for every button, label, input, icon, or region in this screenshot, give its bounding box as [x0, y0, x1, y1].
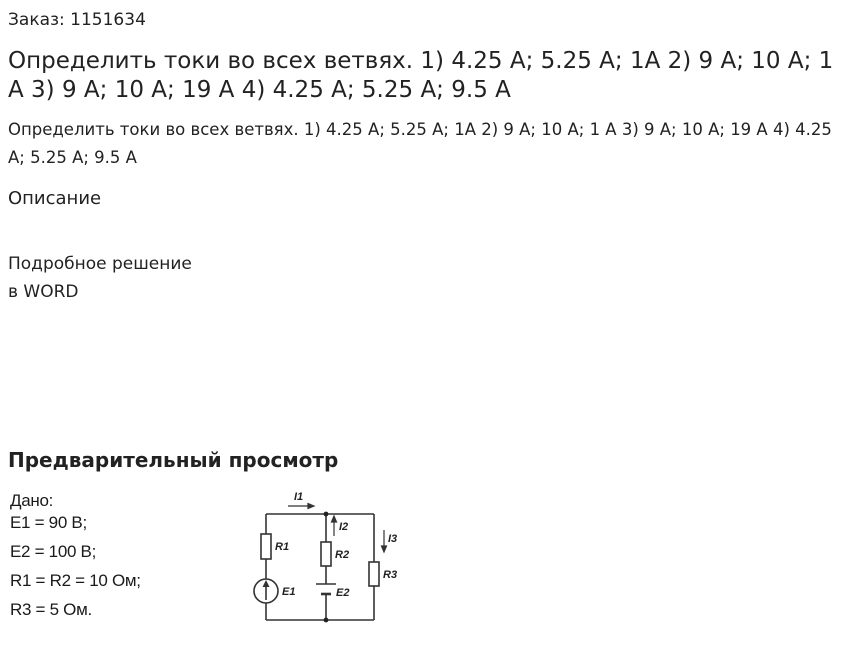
- preview-image: [6, 484, 416, 640]
- description-line-1: Подробное решение: [8, 254, 192, 274]
- label-r2: R2: [335, 549, 350, 561]
- resistor-r3: [369, 562, 379, 586]
- resistor-r1: [261, 534, 271, 559]
- preview-heading: Предварительный просмотр: [8, 448, 339, 472]
- description-text: [8, 250, 192, 306]
- circuit-diagram: [246, 484, 416, 640]
- label-i2: I2: [339, 521, 349, 533]
- source-e2-icon: [316, 584, 336, 594]
- given-header: Дано:: [10, 491, 54, 510]
- label-i3: I3: [388, 533, 398, 545]
- given-e2: E2 = 100 В;: [10, 542, 97, 561]
- product-summary: Определить токи во всех ветвях. 1) 4.25 А; 5.25 А; 1А 2) 9 А; 10 А; 1 А 3) 9 А; 10 А; 19 А 4) 4.25 А; 5.25 А; 9.5 А: [8, 120, 832, 167]
- given-e1: E1 = 90 В;: [10, 513, 87, 532]
- label-i1: I1: [294, 491, 304, 503]
- label-r3: R3: [383, 569, 398, 581]
- given-r1-r2: R1 = R2 = 10 Ом;: [10, 571, 141, 590]
- node-top: [324, 512, 329, 517]
- label-e1: E1: [282, 586, 296, 598]
- source-e1-icon: [254, 579, 278, 603]
- resistor-r2: [321, 542, 331, 566]
- description-line-2: в WORD: [8, 282, 79, 302]
- label-e2: E2: [336, 587, 350, 599]
- given-data: [10, 490, 141, 628]
- given-r3: R3 = 5 Ом.: [10, 600, 92, 619]
- label-r1: R1: [275, 541, 290, 553]
- description-label: Описание: [8, 188, 102, 209]
- page-title: Определить токи во всех ветвях. 1) 4.25 А; 5.25 А; 1А 2) 9 А; 10 А; 1 А 3) 9 А; 10 А; 19 А 4) 4.25 А; 5.25 А; 9.5 А: [8, 48, 834, 103]
- node-bottom: [324, 618, 329, 623]
- order-number: Заказ: 1151634: [8, 10, 146, 30]
